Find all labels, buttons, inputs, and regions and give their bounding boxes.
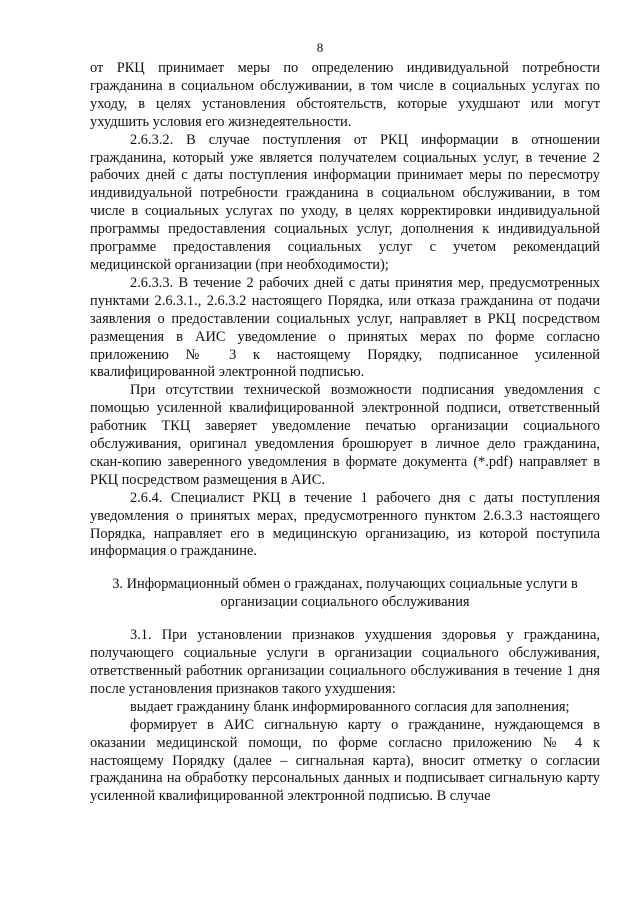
section-title-line-1: 3. Информационный обмен о гражданах, получающих социальные услуги в xyxy=(112,576,578,593)
paragraph-2-6-3-3: 2.6.3.3. В течение 2 рабочих дней с даты принятия мер, предусмотренных пунктами 2.6.3.1., 2.6.3.2 настоящего Порядка, или отказа гражданина от подачи заявления о предоставлении социальных услуг, направляет в РКЦ посредством размещения в АИС уведомление о принятых мерах по форме согласно приложению № 3 к настоящему Порядку, подписанное усиленной квалифицированной электронной подписью. xyxy=(90,274,600,381)
paragraph-2-6-3-2: 2.6.3.2. В случае поступления от РКЦ информации в отношении гражданина, который уже является получателем социальных услуг, в течение 2 рабочих дней с даты поступления информации принимает меры по пересмотру индивидуальной потребности гражданина в социальном обслуживании, в том числе в социальных услугах по уходу, в целях корректировки индивидуальной программы предоставления социальных услуг, дополнения к индивидуальной программе предоставления социальных услуг с учетом рекомендаций медицинской организации (при необходимости); xyxy=(90,131,600,273)
paragraph-issue-consent: выдает гражданину бланк информированного согласия для заполнения; xyxy=(130,698,570,715)
section-title-line-2: организации социального обслуживания xyxy=(220,594,470,611)
paragraph-3-1: 3.1. При установлении признаков ухудшения здоровья у гражданина, получающего социальные услуги в организации социального обслуживания, ответственный работник организации социального обслуживания в течение 1 дня после установления признаков такого ухудшения: xyxy=(90,627,600,697)
section-3-title xyxy=(90,576,600,612)
document-body xyxy=(90,60,600,806)
page-number: 8 xyxy=(316,40,324,55)
paragraph-2-6-4: 2.6.4. Специалист РКЦ в течение 1 рабочего дня с даты поступления уведомления о принятых мерах, предусмотренного пунктом 2.6.3.3 настоящего Порядка, направляет его в медицинскую организацию, из которой поступила информация о гражданине. xyxy=(90,489,600,560)
paragraph-signal-card: формирует в АИС сигнальную карту о гражданине, нуждающемся в оказании медицинской помощи, по форме согласно приложению № 4 к настоящему Порядку (далее – сигнальная карта), вносит отметку о согласии гражданина на обработку персональных данных и подписывает сигнальную карту усиленной квалифицированной электронной подписью. В случае xyxy=(90,716,600,805)
paragraph-no-signature: При отсутствии технической возможности подписания уведомления с помощью усиленной квалифицированной электронной подписи, ответственный работник ТКЦ заверяет уведомление печатью организации социального обслуживания, оригинал уведомления брошюрует в личное дело гражданина, скан-копию заверенного уведомления в формате документа (*.pdf) направляет в РКЦ посредством размещения в АИС. xyxy=(90,382,600,488)
paragraph-continuation: от РКЦ принимает меры по определению индивидуальной потребности гражданина в социальном обслуживании, в том числе в социальных услугах по уходу, в целях установления обстоятельств, которые ухудшают или могут ухудшить условия его жизнедеятельности. xyxy=(90,60,600,130)
